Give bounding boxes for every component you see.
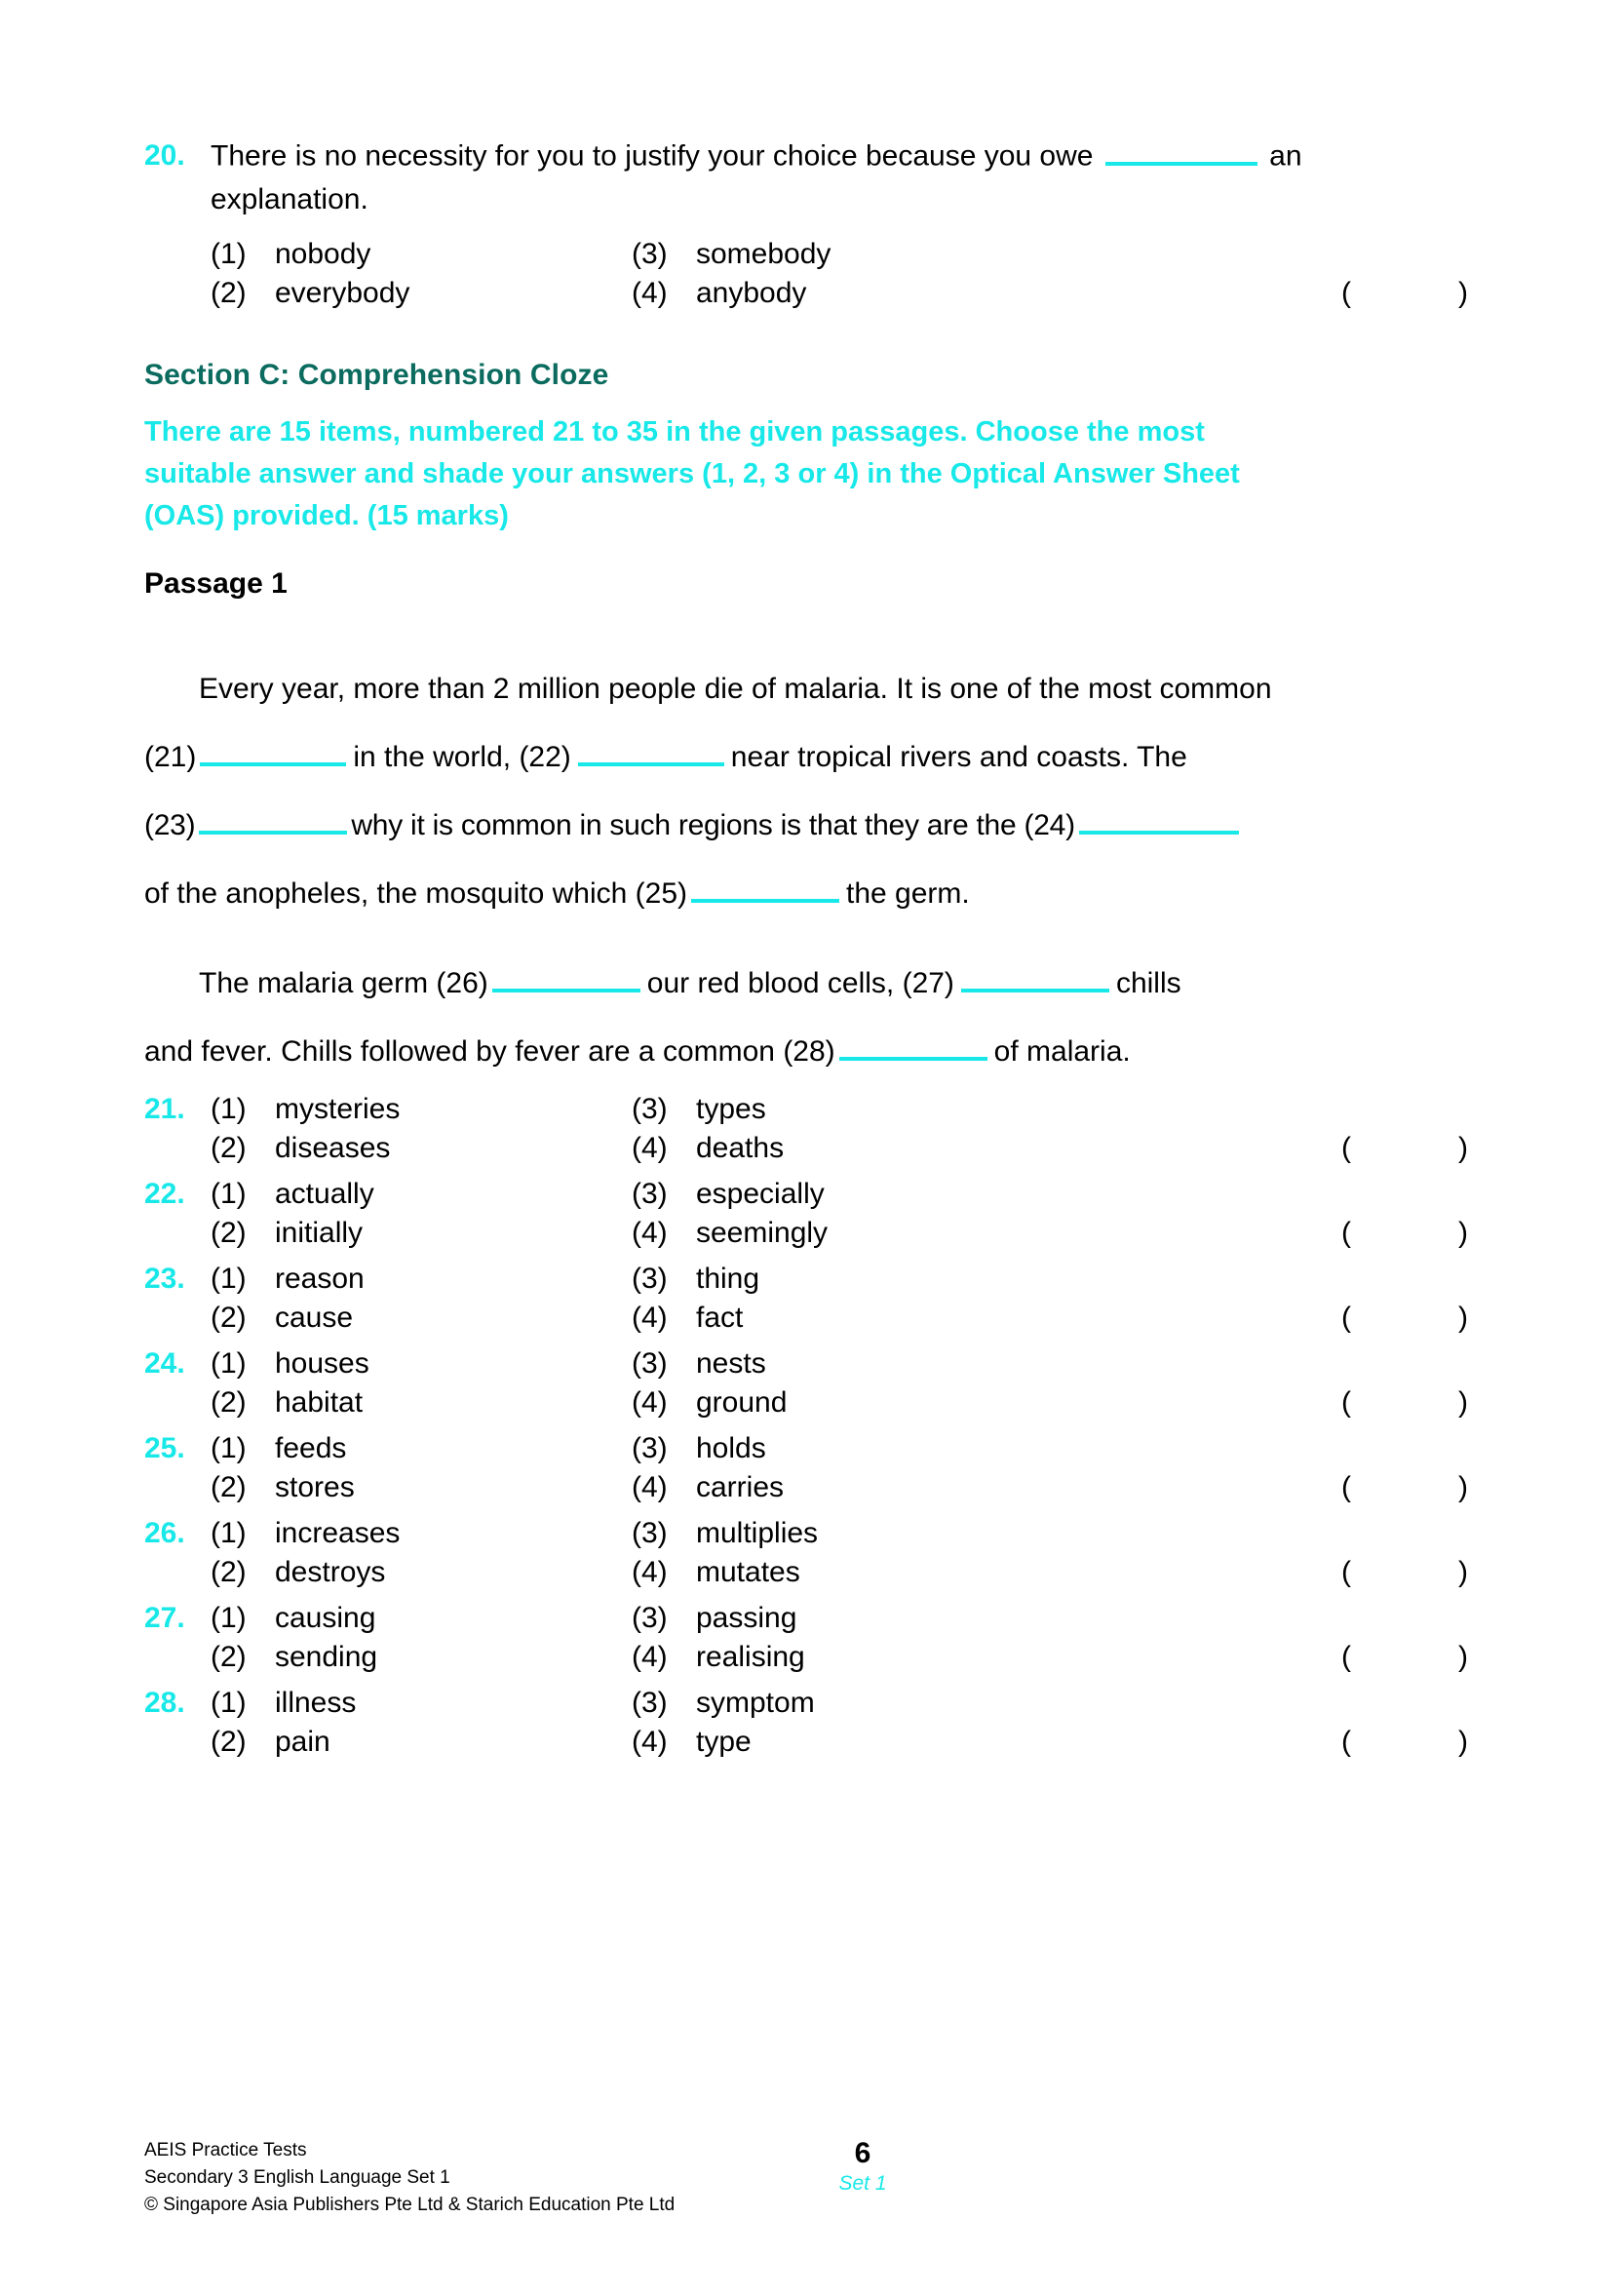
- cloze-number-21: (21): [144, 741, 197, 773]
- cloze-25-option-2-tag: (2): [211, 1471, 247, 1503]
- page-number: 6: [854, 2137, 871, 2169]
- question-20-row: [144, 135, 1478, 221]
- bracket-open: (: [1341, 1302, 1351, 1334]
- option-2-label: everybody: [275, 276, 410, 309]
- bracket-close: ): [1458, 276, 1468, 309]
- bracket-open: (: [1341, 1726, 1351, 1758]
- cloze-27-option-1-tag: (1): [211, 1602, 247, 1634]
- cloze-27-option-4[interactable]: [632, 1638, 1053, 1677]
- passage-line-6: [144, 1018, 1478, 1086]
- bracket-open: (: [1341, 1132, 1351, 1164]
- cloze-21-answer-bracket[interactable]: [1341, 1129, 1468, 1168]
- cloze-question-23: [144, 1260, 1478, 1344]
- cloze-26-option-4[interactable]: [632, 1553, 1053, 1592]
- cloze-22-option-2[interactable]: [211, 1214, 632, 1253]
- option-1[interactable]: [211, 235, 632, 274]
- cloze-blank-24[interactable]: [1079, 803, 1239, 835]
- section-heading: Section C: Comprehension Cloze: [144, 359, 609, 391]
- cloze-24-option-2-tag: (2): [211, 1386, 247, 1419]
- cloze-23-option-1-tag: (1): [211, 1263, 247, 1295]
- question-20-block: [144, 135, 1478, 313]
- cloze-question-27: [144, 1599, 1478, 1684]
- cloze-21-option-4[interactable]: [632, 1129, 1053, 1168]
- passage-line-2-mid: in the world, (22): [353, 741, 571, 773]
- cloze-22-answer-bracket[interactable]: [1341, 1214, 1468, 1253]
- cloze-28-option-3[interactable]: [632, 1684, 1053, 1723]
- bracket-open: (: [1341, 1641, 1351, 1673]
- footer-page-info: [799, 2137, 926, 2198]
- cloze-question-24: [144, 1344, 1478, 1429]
- cloze-22-option-1-tag: (1): [211, 1178, 247, 1210]
- cloze-question-25-number: 25.: [144, 1432, 185, 1464]
- cloze-23-option-3-label: thing: [696, 1263, 760, 1295]
- cloze-23-option-1[interactable]: [211, 1260, 632, 1299]
- bracket-open: (: [1341, 276, 1351, 309]
- cloze-24-option-1-label: houses: [275, 1347, 369, 1380]
- cloze-28-option-4-label: type: [696, 1726, 752, 1758]
- cloze-26-option-4-tag: (4): [632, 1556, 668, 1588]
- cloze-23-option-2-label: cause: [275, 1302, 354, 1334]
- cloze-26-option-3-tag: (3): [632, 1517, 668, 1549]
- cloze-24-option-3-label: nests: [696, 1347, 766, 1380]
- cloze-25-answer-bracket[interactable]: [1341, 1468, 1468, 1507]
- cloze-28-option-2-label: pain: [275, 1726, 330, 1758]
- section-instructions-line-2: suitable answer and shade your answers (1, 2, 3 or 4) in the Optical Answer Sheet: [144, 458, 1240, 489]
- cloze-24-option-2-label: habitat: [275, 1386, 364, 1419]
- bracket-open: (: [1341, 1217, 1351, 1249]
- passage-line-4-tail: the germ.: [846, 877, 970, 910]
- cloze-28-option-2-tag: (2): [211, 1726, 247, 1758]
- cloze-27-option-3[interactable]: [632, 1599, 1053, 1638]
- passage-line-4: [144, 860, 1478, 928]
- cloze-blank-21[interactable]: [200, 735, 346, 766]
- bracket-close: ): [1458, 1641, 1468, 1673]
- cloze-25-option-4-tag: (4): [632, 1471, 668, 1503]
- cloze-24-option-4-tag: (4): [632, 1386, 668, 1419]
- cloze-22-option-2-tag: (2): [211, 1217, 247, 1249]
- bracket-close: ): [1458, 1132, 1468, 1164]
- option-2[interactable]: [211, 274, 632, 313]
- cloze-21-option-4-label: deaths: [696, 1132, 785, 1164]
- cloze-24-option-1-tag: (1): [211, 1347, 247, 1380]
- passage-line-5-text: The malaria germ (26): [199, 967, 488, 999]
- question-20-stem-text: There is no necessity for you to justify your choice because you owe: [211, 139, 1094, 173]
- cloze-blank-25[interactable]: [691, 872, 839, 903]
- cloze-23-answer-bracket[interactable]: [1341, 1299, 1468, 1338]
- cloze-21-option-1-label: mysteries: [275, 1093, 401, 1125]
- cloze-question-list: [144, 1090, 1478, 1769]
- footer-credits: [144, 2137, 675, 2219]
- cloze-22-option-3-tag: (3): [632, 1178, 668, 1210]
- cloze-question-24-number: 24.: [144, 1347, 185, 1380]
- question-20-stem-tail: an: [1269, 139, 1302, 173]
- cloze-21-option-2-label: diseases: [275, 1132, 391, 1164]
- bracket-close: ): [1458, 1386, 1468, 1419]
- section-instructions-line-3: (OAS) provided. (15 marks): [144, 500, 509, 531]
- cloze-27-option-1[interactable]: [211, 1599, 632, 1638]
- cloze-27-answer-bracket[interactable]: [1341, 1638, 1468, 1677]
- footer-line-3: © Singapore Asia Publishers Pte Ltd & Starich Education Pte Ltd: [144, 2195, 676, 2215]
- cloze-23-option-2-tag: (2): [211, 1302, 247, 1334]
- cloze-25-option-1-label: feeds: [275, 1432, 347, 1464]
- question-20-stem-line2: explanation.: [211, 182, 368, 215]
- passage-line-6-text: and fever. Chills followed by fever are a common (28): [144, 1035, 835, 1068]
- cloze-25-option-3-label: holds: [696, 1432, 766, 1464]
- cloze-21-option-1-tag: (1): [211, 1093, 247, 1125]
- cloze-question-26: [144, 1514, 1478, 1599]
- bracket-open: (: [1341, 1556, 1351, 1588]
- cloze-22-option-3-label: especially: [696, 1178, 825, 1210]
- cloze-21-option-3[interactable]: [632, 1090, 1053, 1129]
- cloze-23-option-3[interactable]: [632, 1260, 1053, 1299]
- cloze-question-26-number: 26.: [144, 1517, 185, 1549]
- cloze-23-option-4-tag: (4): [632, 1302, 668, 1334]
- cloze-25-option-2-label: stores: [275, 1471, 355, 1503]
- cloze-25-option-4[interactable]: [632, 1468, 1053, 1507]
- cloze-22-option-4[interactable]: [632, 1214, 1053, 1253]
- cloze-21-option-4-tag: (4): [632, 1132, 668, 1164]
- cloze-25-option-1[interactable]: [211, 1429, 632, 1468]
- option-3-label: somebody: [696, 237, 831, 270]
- cloze-24-option-3[interactable]: [632, 1344, 1053, 1383]
- bracket-close: ): [1458, 1302, 1468, 1334]
- cloze-blank-27[interactable]: [961, 961, 1109, 992]
- cloze-26-option-1-tag: (1): [211, 1517, 247, 1549]
- cloze-21-option-1[interactable]: [211, 1090, 632, 1129]
- passage-line-3: [144, 792, 1478, 860]
- cloze-23-option-3-tag: (3): [632, 1263, 668, 1295]
- question-20-answer-bracket[interactable]: [1341, 274, 1468, 313]
- cloze-24-answer-bracket[interactable]: [1341, 1383, 1468, 1422]
- cloze-22-option-4-label: seemingly: [696, 1217, 829, 1249]
- section-instructions-line-1: There are 15 items, numbered 21 to 35 in the given passages. Choose the most: [144, 416, 1205, 448]
- cloze-28-option-1-label: illness: [275, 1687, 357, 1719]
- question-20-number: 20.: [144, 139, 185, 172]
- cloze-blank-28[interactable]: [839, 1030, 987, 1061]
- passage-line-1-text: Every year, more than 2 million people die of malaria. It is one of the most common: [199, 673, 1272, 705]
- set-label: Set 1: [838, 2172, 887, 2195]
- option-4-tag: (4): [632, 276, 668, 309]
- cloze-24-option-1[interactable]: [211, 1344, 632, 1383]
- cloze-question-23-number: 23.: [144, 1263, 185, 1295]
- cloze-26-option-2-tag: (2): [211, 1556, 247, 1588]
- option-row-1: [211, 235, 1478, 274]
- passage-line-5-mid: our red blood cells, (27): [646, 967, 954, 999]
- cloze-27-option-3-tag: (3): [632, 1602, 668, 1634]
- passage-line-2: [144, 723, 1478, 792]
- cloze-28-option-4-tag: (4): [632, 1726, 668, 1758]
- cloze-question-27-number: 27.: [144, 1602, 185, 1634]
- cloze-27-option-2-label: sending: [275, 1641, 378, 1673]
- cloze-24-option-3-tag: (3): [632, 1347, 668, 1380]
- cloze-28-option-1-tag: (1): [211, 1687, 247, 1719]
- cloze-21-option-2-tag: (2): [211, 1132, 247, 1164]
- cloze-23-option-1-label: reason: [275, 1263, 365, 1295]
- passage-line-1: [144, 655, 1478, 723]
- footer-line-2: Secondary 3 English Language Set 1: [144, 2167, 450, 2188]
- passage-line-4-text: of the anopheles, the mosquito which (25): [144, 877, 688, 910]
- cloze-28-option-2[interactable]: [211, 1723, 632, 1762]
- question-20-options: [144, 235, 1478, 313]
- cloze-26-option-3-label: multiplies: [696, 1517, 819, 1549]
- cloze-24-option-4-label: ground: [696, 1386, 788, 1419]
- cloze-blank-23[interactable]: [199, 803, 347, 835]
- cloze-28-answer-bracket[interactable]: [1341, 1723, 1468, 1762]
- option-1-tag: (1): [211, 237, 247, 270]
- cloze-23-option-4-label: fact: [696, 1302, 744, 1334]
- cloze-26-option-3[interactable]: [632, 1514, 1053, 1553]
- bracket-close: ): [1458, 1217, 1468, 1249]
- question-20-stem: [211, 135, 1478, 221]
- cloze-23-option-2[interactable]: [211, 1299, 632, 1338]
- cloze-22-option-3[interactable]: [632, 1175, 1053, 1214]
- cloze-27-option-2[interactable]: [211, 1638, 632, 1677]
- section-instructions: [144, 411, 1478, 537]
- cloze-26-answer-bracket[interactable]: [1341, 1553, 1468, 1592]
- cloze-24-option-4[interactable]: [632, 1383, 1053, 1422]
- option-row-2: [211, 274, 1478, 313]
- cloze-number-23: (23): [144, 809, 196, 841]
- cloze-28-option-3-tag: (3): [632, 1687, 668, 1719]
- option-4-label: anybody: [696, 276, 807, 309]
- cloze-26-option-1[interactable]: [211, 1514, 632, 1553]
- cloze-28-option-4[interactable]: [632, 1723, 1053, 1762]
- bracket-close: ): [1458, 1726, 1468, 1758]
- passage-line-2-tail: near tropical rivers and coasts. The: [730, 741, 1187, 773]
- cloze-27-option-4-tag: (4): [632, 1641, 668, 1673]
- question-20-answer-blank[interactable]: [1105, 135, 1257, 166]
- cloze-28-option-3-label: symptom: [696, 1687, 815, 1719]
- cloze-27-option-4-label: realising: [696, 1641, 805, 1673]
- cloze-25-option-4-label: carries: [696, 1471, 785, 1503]
- option-3-tag: (3): [632, 237, 668, 270]
- passage-title: Passage 1: [144, 567, 288, 600]
- cloze-26-option-1-label: increases: [275, 1517, 401, 1549]
- option-2-tag: (2): [211, 276, 247, 309]
- cloze-26-option-4-label: mutates: [696, 1556, 800, 1588]
- cloze-question-28-number: 28.: [144, 1687, 185, 1719]
- cloze-question-22: [144, 1175, 1478, 1260]
- option-3[interactable]: [632, 235, 1053, 274]
- cloze-27-option-3-label: passing: [696, 1602, 797, 1634]
- passage-body: [144, 655, 1478, 1086]
- cloze-26-option-2-label: destroys: [275, 1556, 386, 1588]
- cloze-blank-26[interactable]: [492, 961, 640, 992]
- cloze-25-option-1-tag: (1): [211, 1432, 247, 1464]
- bracket-open: (: [1341, 1386, 1351, 1419]
- cloze-25-option-2[interactable]: [211, 1468, 632, 1507]
- cloze-24-option-2[interactable]: [211, 1383, 632, 1422]
- cloze-22-option-1[interactable]: [211, 1175, 632, 1214]
- cloze-question-28: [144, 1684, 1478, 1769]
- cloze-question-25: [144, 1429, 1478, 1514]
- cloze-22-option-2-label: initially: [275, 1217, 364, 1249]
- cloze-22-option-4-tag: (4): [632, 1217, 668, 1249]
- cloze-27-option-1-label: causing: [275, 1602, 376, 1634]
- cloze-question-22-number: 22.: [144, 1178, 185, 1210]
- cloze-28-option-1[interactable]: [211, 1684, 632, 1723]
- cloze-blank-22[interactable]: [578, 735, 724, 766]
- cloze-26-option-2[interactable]: [211, 1553, 632, 1592]
- cloze-23-option-4[interactable]: [632, 1299, 1053, 1338]
- passage-line-5-tail: chills: [1115, 967, 1181, 999]
- bracket-close: ): [1458, 1556, 1468, 1588]
- cloze-27-option-2-tag: (2): [211, 1641, 247, 1673]
- cloze-21-option-3-tag: (3): [632, 1093, 668, 1125]
- cloze-25-option-3-tag: (3): [632, 1432, 668, 1464]
- cloze-22-option-1-label: actually: [275, 1178, 374, 1210]
- cloze-21-option-3-label: types: [696, 1093, 766, 1125]
- cloze-question-21: [144, 1090, 1478, 1175]
- passage-line-5: [144, 950, 1478, 1018]
- cloze-21-option-2[interactable]: [211, 1129, 632, 1168]
- option-1-label: nobody: [275, 237, 371, 270]
- cloze-question-21-number: 21.: [144, 1093, 185, 1125]
- passage-line-6-tail: of malaria.: [993, 1035, 1131, 1068]
- option-4[interactable]: [632, 274, 1053, 313]
- cloze-25-option-3[interactable]: [632, 1429, 1053, 1468]
- bracket-open: (: [1341, 1471, 1351, 1503]
- footer-line-1: AEIS Practice Tests: [144, 2140, 307, 2160]
- bracket-close: ): [1458, 1471, 1468, 1503]
- passage-line-3-text: why it is common in such regions is that they are the (24): [351, 809, 1075, 841]
